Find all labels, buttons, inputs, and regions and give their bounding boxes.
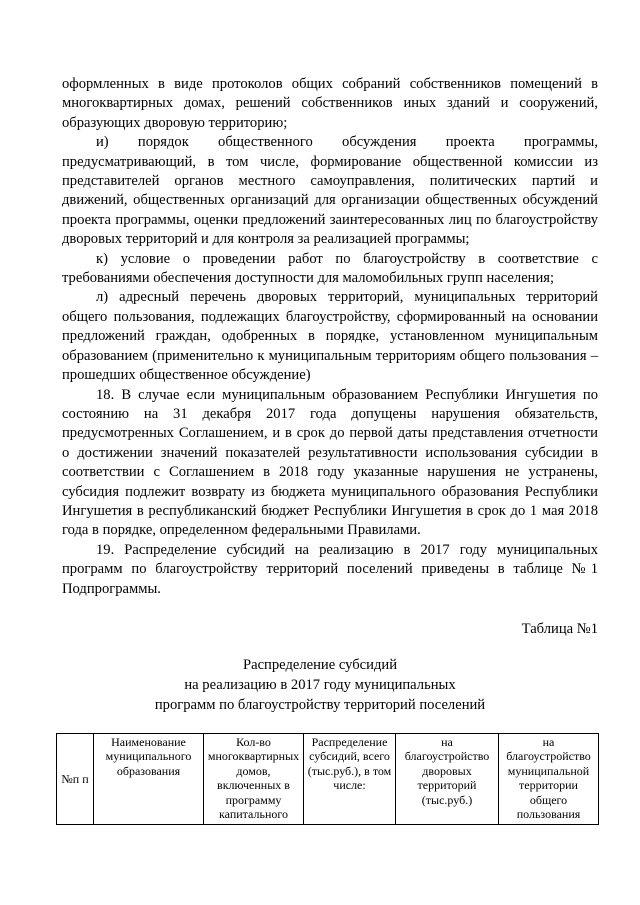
caption-line: Распределение субсидий — [242, 657, 398, 673]
paragraph-item-i: и) порядок общественного обсуждения проекта программы, предусматривающий, в том числе, формирование общественной комиссии из представителей органов местного самоуправления, политических партий и движений, общественных организаций для организации общественных обсуждений проекта программы, оценки предложений заинтересованных лиц по благоустройству дворовых территорий и для контроля за реализацией программы; — [62, 134, 598, 248]
header-cell-number: №п п — [57, 734, 94, 825]
paragraph-item-k: к) условие о проведении работ по благоустройству в соответствие с требованиями обеспечения доступности для маломобильных групп населения; — [62, 250, 598, 287]
paragraph-18: 18. В случае если муниципальным образованием Республики Ингушетия по состоянию на 31 декабря 2017 года допущены нарушения обязательств, предусмотренных Соглашением, и в срок до первой даты представления отчетности о достижении значений показателей результативности использования субсидии в соответствии с Соглашением в 2018 году указанные нарушения не устранены, субсидия подлежит возврату из бюджета муниципального образования Республики Ингушетия в республиканский бюджет Республики Ингушетия в срок до 1 мая 2018 года в порядке, определенном федеральными Правилами. — [62, 386, 598, 539]
header-cell-yard-territories: на благоустройство дворовых территорий (тыс.руб.) — [396, 734, 499, 825]
table-header-row — [57, 734, 599, 825]
table-label: Таблица №1 — [521, 621, 598, 637]
paragraph-item-l: л) адресный перечень дворовых территорий, муниципальных территорий общего пользования, подлежащих благоустройству, сформированный на основании предложений граждан, одобренных в порядке, установленном муниципальным образованием (применительно к муниципальным территориям общего пользования – прошедших общественное обсуждение) — [62, 289, 598, 384]
header-cell-houses-count: Кол-во многоквартирных домов, включенных в программу капитального — [204, 734, 304, 825]
caption-line: на реализацию в 2017 году муниципальных — [184, 677, 456, 693]
paragraph-continuation: оформленных в виде протоколов общих собраний собственников помещений в многоквартирных домах, решений собственников иных зданий и сооружений, образующих дворовую территорию; — [62, 76, 598, 131]
header-cell-municipality: Наименование муниципального образования — [94, 734, 204, 825]
table-caption — [110, 655, 530, 715]
paragraph-19: 19. Распределение субсидий на реализацию в 2017 году муниципальных программ по благоустройству территорий поселений приведены в таблице №1 Подпрограммы. — [62, 541, 598, 597]
subsidies-table — [56, 733, 599, 825]
header-cell-subsidy-total: Распределение субсидий, всего (тыс.руб.), в том числе: — [304, 734, 396, 825]
header-cell-public-territory: на благоустройство муниципальной территории общего пользования — [499, 734, 599, 825]
body-text — [62, 75, 598, 599]
caption-line: программ по благоустройству территорий поселений — [154, 697, 486, 713]
